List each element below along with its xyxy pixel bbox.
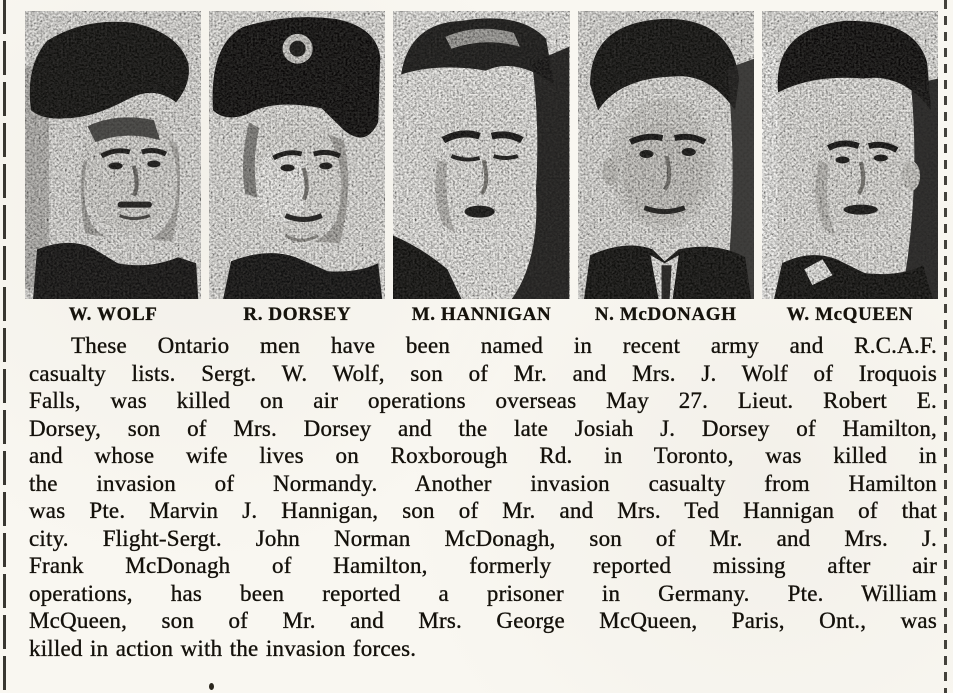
mcqueen-portrait-image — [762, 11, 938, 299]
right-column-rule — [944, 0, 947, 693]
caption-hannigan: M. HANNIGAN — [411, 304, 552, 325]
ink-speck — [209, 683, 214, 690]
portrait-photo-mcqueen — [762, 11, 938, 299]
article-line: casualty lists. Sergt. W. Wolf, son of Mr. and Mrs. J. Wolf of Iroquois — [29, 360, 937, 386]
caption-dorsey: R. DORSEY — [243, 304, 352, 325]
article-line: Dorsey, son of Mrs. Dorsey and the late Josiah J. Dorsey of Hamilton, — [29, 415, 937, 441]
portrait-photo-mcdonagh — [578, 11, 754, 299]
article-line: Falls, was killed on air operations overseas May 27. Lieut. Robert E. — [29, 388, 937, 413]
article-line: McQueen, son of Mr. and Mrs. George McQueen, Paris, Ont., was — [29, 608, 937, 633]
caption-wolf: W. WOLF — [68, 304, 158, 325]
article-line: was Pte. Marvin J. Hannigan, son of Mr. and Mrs. Ted Hannigan of that — [29, 498, 937, 523]
caption-mcdonagh: N. McDONAGH — [594, 304, 737, 325]
article-line: operations, has been reported a prisoner in Germany. Pte. William — [29, 580, 937, 606]
left-column-rule — [3, 0, 6, 693]
caption-row — [0, 299, 953, 328]
article-line: Frank McDonagh of Hamilton, formerly reported missing after air — [29, 553, 937, 578]
mcdonagh-portrait-image — [578, 11, 754, 299]
portrait-photo-dorsey — [209, 11, 385, 299]
article-line: These Ontario men have been named in recent army and R.C.A.F. — [71, 333, 937, 358]
caption-mcqueen: W. McQUEEN — [786, 304, 914, 325]
hannigan-portrait-image — [393, 11, 569, 299]
portrait-photo-wolf — [25, 11, 201, 299]
article-line: killed in action with the invasion forces. — [29, 635, 417, 661]
dorsey-portrait-image — [209, 11, 385, 299]
wolf-portrait-image — [25, 11, 201, 299]
article-line: and whose wife lives on Roxborough Rd. in Toronto, was killed in — [29, 443, 937, 468]
article-line: city. Flight-Sergt. John Norman McDonagh, son of Mr. and Mrs. J. — [29, 525, 937, 551]
article-line: the invasion of Normandy. Another invasion casualty from Hamilton — [29, 470, 937, 496]
photo-strip — [0, 0, 953, 299]
article-body — [29, 332, 937, 662]
portrait-photo-hannigan — [393, 11, 569, 299]
